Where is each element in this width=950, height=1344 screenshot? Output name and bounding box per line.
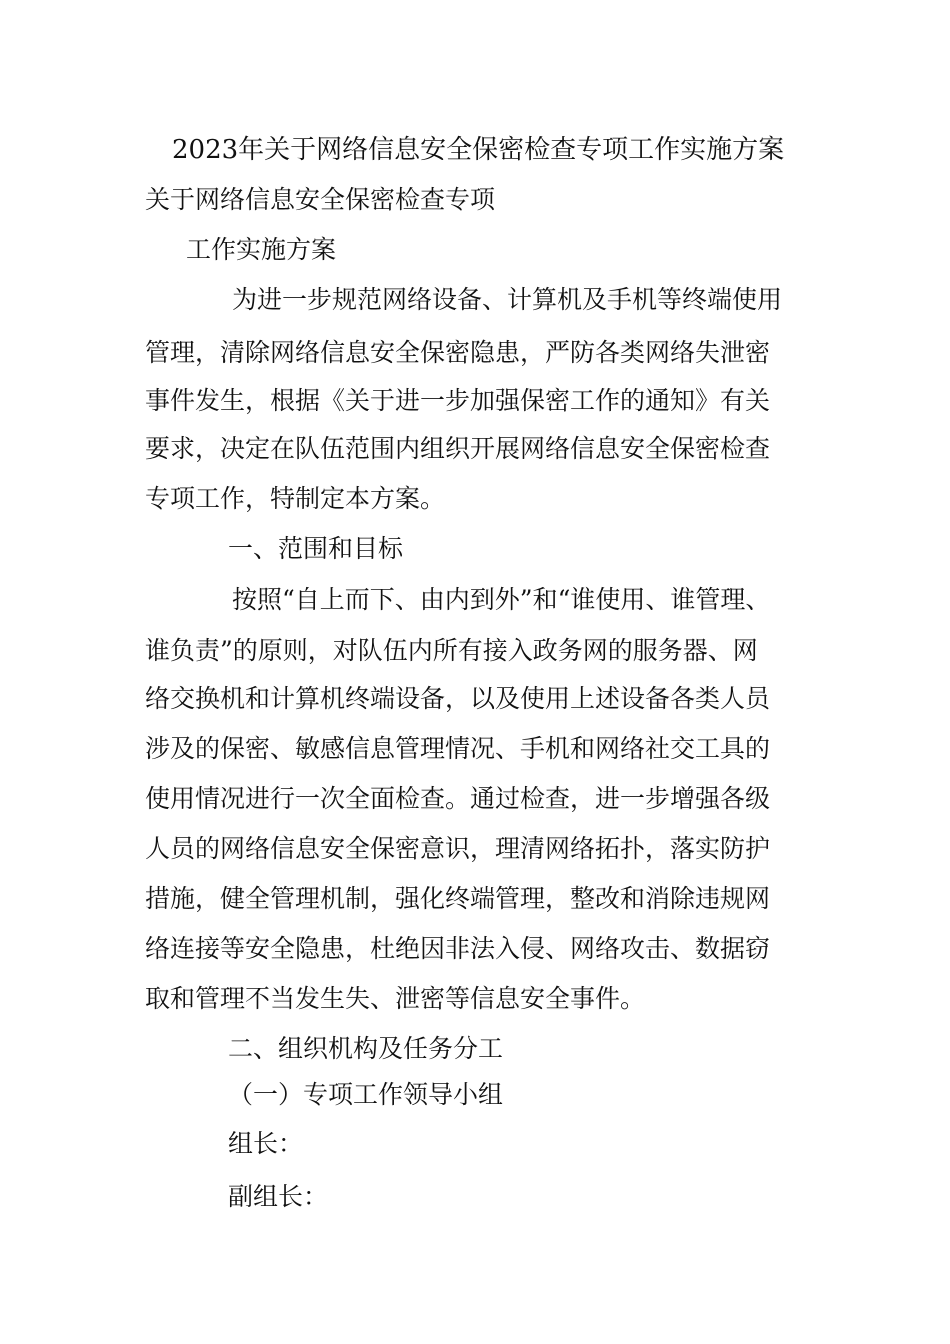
section-1-line-8: 络连接等安全隐患，杜绝因非法入侵、网络攻击、数据窃 [145, 934, 771, 963]
intro-line-1: 为进一步规范网络设备、计算机及手机等终端使用 [232, 285, 783, 314]
section-1-line-5: 使用情况进行一次全面检查。通过检查，进一步增强各级 [145, 784, 771, 813]
intro-line-4: 要求，决定在队伍范围内组织开展网络信息安全保密检查 [145, 434, 771, 463]
intro-line-2: 管理，清除网络信息安全保密隐患，严防各类网络失泄密 [145, 338, 771, 367]
leader-label: 组长： [228, 1129, 304, 1158]
intro-line-3: 事件发生，根据《关于进一步加强保密工作的通知》有关 [145, 386, 771, 415]
document-title: 2023年关于网络信息安全保密检查专项工作实施方案 [172, 135, 785, 165]
section-2-heading: 二、组织机构及任务分工 [228, 1034, 504, 1063]
section-1-line-6: 人员的网络信息安全保密意识，理清网络拓扑，落实防护 [145, 834, 771, 863]
section-1-line-1: 按照“自上而下、由内到外”和“谁使用、谁管理、 [232, 585, 771, 614]
section-1-line-7: 措施，健全管理机制，强化终端管理，整改和消除违规网 [145, 884, 771, 913]
section-1-line-2: 谁负责”的原则，对队伍内所有接入政务网的服务器、网 [145, 636, 758, 665]
document-subtitle-line-2: 工作实施方案 [186, 235, 337, 264]
document-subtitle-line-1: 关于网络信息安全保密检查专项 [145, 185, 496, 214]
intro-line-5: 专项工作，特制定本方案。 [145, 484, 446, 513]
section-1-heading: 一、范围和目标 [228, 534, 404, 563]
subsection-1-heading: （一）专项工作领导小组 [228, 1080, 504, 1109]
section-1-line-4: 涉及的保密、敏感信息管理情况、手机和网络社交工具的 [145, 734, 771, 763]
deputy-leader-label: 副组长： [228, 1182, 329, 1211]
section-1-line-9: 取和管理不当发生失、泄密等信息安全事件。 [145, 984, 646, 1013]
section-1-line-3: 络交换机和计算机终端设备，以及使用上述设备各类人员 [145, 684, 771, 713]
